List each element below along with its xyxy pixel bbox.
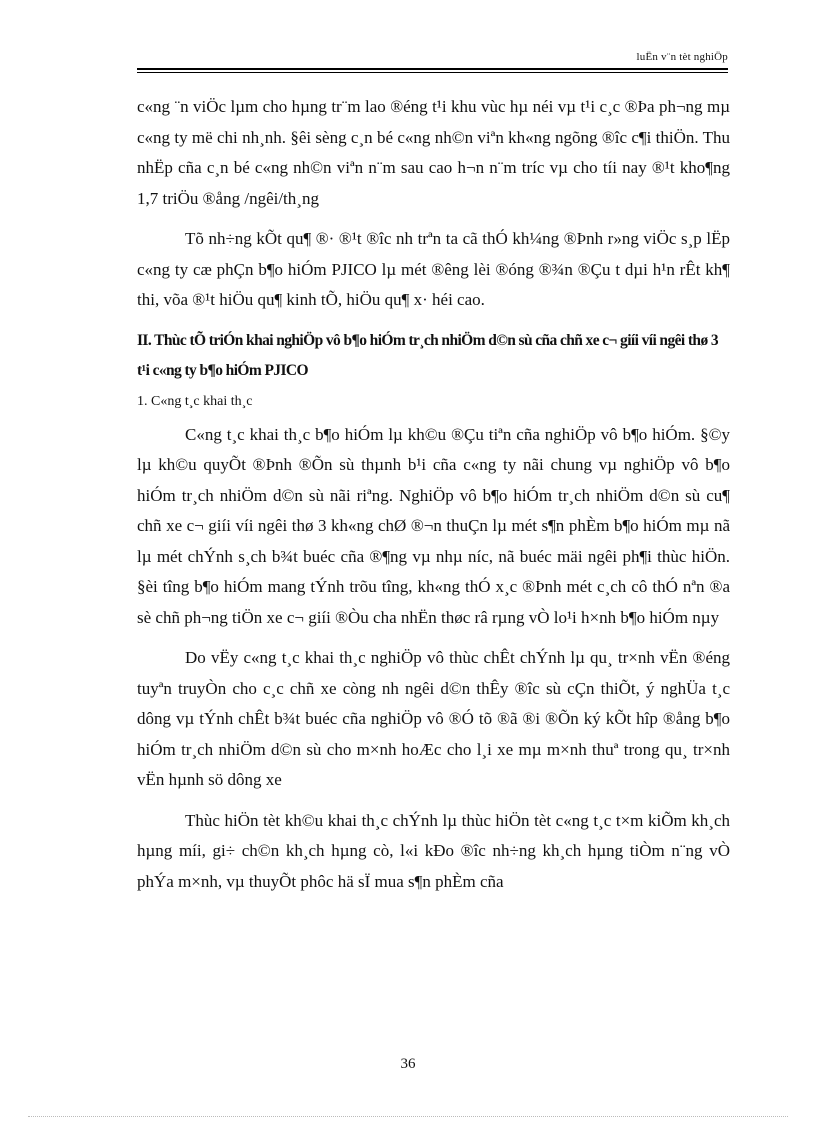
header-title: luËn v¨n tèt nghiÖp xyxy=(636,51,728,63)
page-number: 36 xyxy=(400,1056,416,1072)
paragraph-body: Do vËy c«ng t¸c khai th¸c nghiÖp vô thùc chÊt chÝnh lµ qu¸ tr×nh vËn ®éng tuyªn truyÒn cho c¸c chñ xe còng nh ngêi d©n thÊy ®îc sù cÇn thiÕt, ý nghÜa t¸c dông vµ tÝnh chÊt b¾t buéc cña nghiÖp vô ®Ó tõ ®ã ®i ®Õn ký kÕt hîp ®ång b¶o hiÓm tr¸ch nhiÖm d©n sù cho m×nh hoÆc cho l¸i xe mµ m×nh thuª trong qu¸ tr×nh vËn hµnh sö dông xe xyxy=(137,648,730,789)
paragraph-continuation: c«ng ¨n viÖc lµm cho hµng tr¨m lao ®éng t¹i khu vùc hµ néi vµ t¹i c¸c ®Þa ph¬ng mµ c«ng ty më chi nh¸nh. §êi sèng c¸n bé c«ng nh©n viªn kh«ng ngõng ®îc c¶i thiÖn. Thu nhËp cña c¸n bé c«ng nh©n viªn n¨m sau cao h¬n n¨m tríc vµ cho tíi nay ®¹t kho¶ng 1,7 triÖu ®ång /ngêi/th¸ng xyxy=(137,97,730,208)
paragraph-body: Thùc hiÖn tèt kh©u khai th¸c chÝnh lµ thùc hiÖn tèt c«ng t¸c t×m kiÕm kh¸ch hµng míi, gi÷ ch©n kh¸ch hµng cò, l«i kÐo ®îc nh÷ng kh¸ch hµng tiÒm n¨ng vÒ phÝa m×nh, vµ thuyÕt phôc hä sÏ mua s¶n phÈm cña xyxy=(137,810,730,891)
page-header xyxy=(137,50,728,73)
page-content xyxy=(137,92,730,907)
header-rule-thin xyxy=(137,72,728,73)
footer-divider xyxy=(28,1116,788,1117)
section-heading: II. Thùc tÕ triÓn khai nghiÖp vô b¶o hiÓm tr¸ch nhiÖm d©n sù cña chñ xe c¬ giíi víi ngêi thø 3 t¹i c«ng ty b¶o hiÓm PJICO xyxy=(137,331,719,379)
subsection-heading: 1. C«ng t¸c khai th¸c xyxy=(137,393,253,409)
header-rule-thick xyxy=(137,68,728,70)
paragraph-conclusion: Tõ nh÷ng kÕt qu¶ ®· ®¹t ®îc nh trªn ta cã thÓ kh¼ng ®Þnh r»ng viÖc s¸p lËp c«ng ty cæ phÇn b¶o hiÓm PJICO lµ mét ®êng lèi ®óng ®¾n ®Çu t dµi h¹n rÊt kh¶ thi, võa ®¹t hiÖu qu¶ kinh tÕ, hiÖu qu¶ x· héi cao. xyxy=(137,229,730,309)
paragraph-body: C«ng t¸c khai th¸c b¶o hiÓm lµ kh©u ®Çu tiªn cña nghiÖp vô b¶o hiÓm. §©y lµ kh©u quyÕt ®Þnh ®Õn sù thµnh b¹i cña c«ng ty nãi chung vµ nghiÖp vô b¶o hiÓm tr¸ch nhiÖm d©n sù nãi riªng. NghiÖp vô b¶o hiÓm tr¸ch nhiÖm d©n sù cu¶ chñ xe c¬ giíi víi ngêi thø 3 kh«ng chØ ®¬n thuÇn lµ mét s¶n phÈm b¶o hiÓm mµ nã lµ mét chÝnh s¸ch b¾t buéc cña ®¶ng vµ nhµ níc, nã buéc mäi ngêi ph¶i thùc hiÖn. §èi tîng b¶o hiÓm mang tÝnh trõu tîng, kh«ng thÓ x¸c ®Þnh mét c¸ch cô thÓ nªn ®a sè chñ ph¬ng tiÖn xe c¬ giíi ®Òu cha nhËn thøc râ rµng vÒ lo¹i h×nh b¶o hiÓm nµy xyxy=(137,424,730,627)
